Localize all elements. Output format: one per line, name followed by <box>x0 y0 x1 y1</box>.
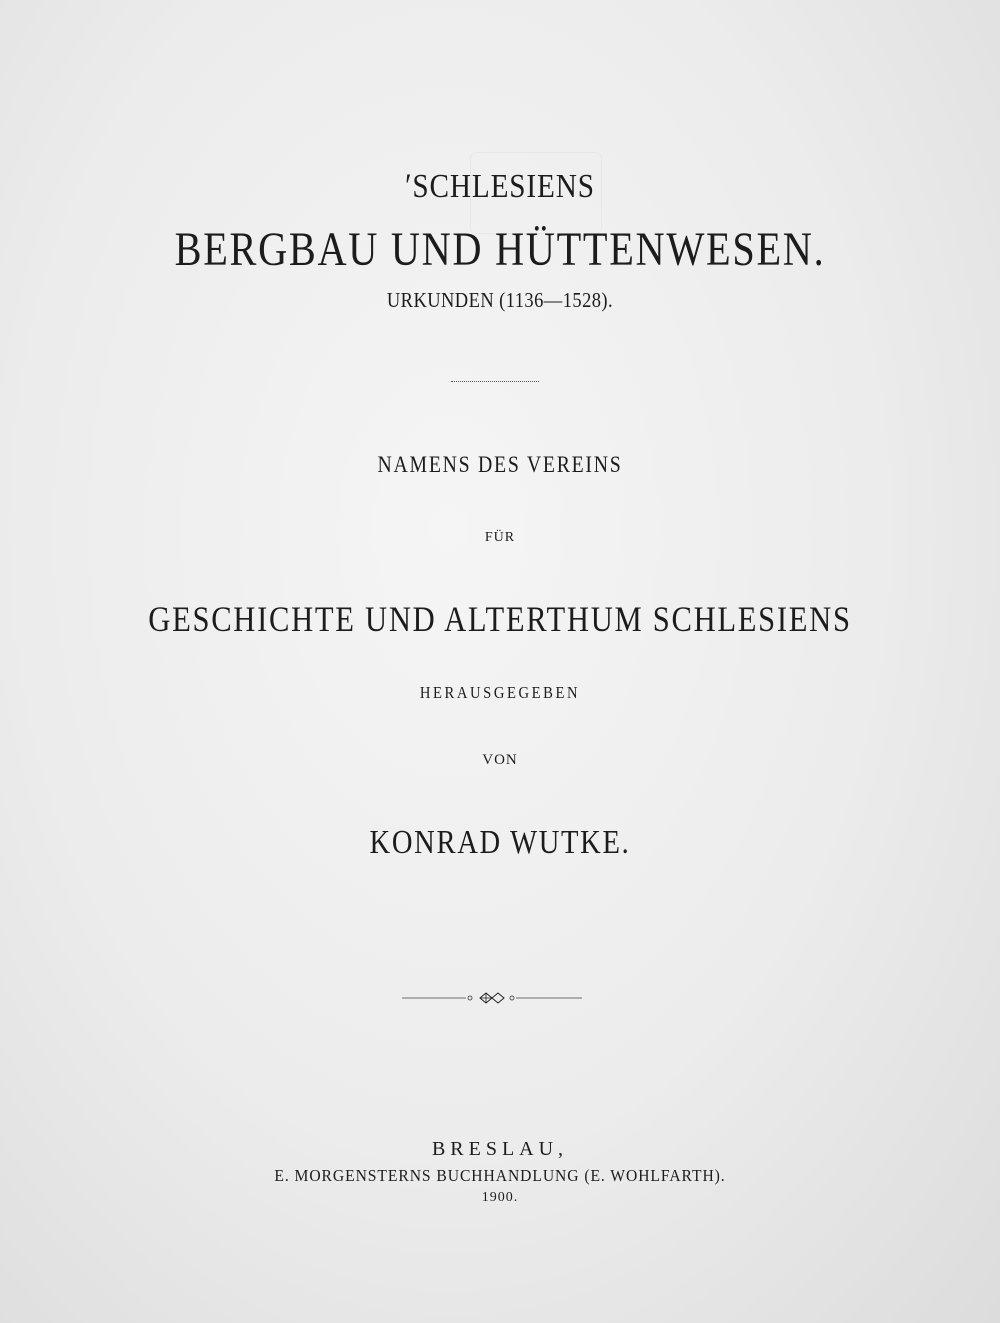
imprint-year: 1900. <box>481 1190 519 1205</box>
imprint-publisher: E. MORGENSTERNS BUCHHANDLUNG (E. WOHLFARTH). <box>274 1166 726 1185</box>
title-subtitle: URKUNDEN (1136—1528). <box>386 288 614 312</box>
editor-intro: HERAUSGEGEBEN <box>419 683 581 702</box>
divider-rule <box>451 381 539 382</box>
title-line-2: BERGBAU UND HÜTTENWESEN. <box>174 223 826 276</box>
editor-name: KONRAD WUTKE. <box>369 824 631 861</box>
society-name: GESCHICHTE UND ALTERTHUM SCHLESIENS <box>148 599 852 639</box>
imprint-city: BRESLAU, <box>431 1138 569 1160</box>
title-line-1: ʹSCHLESIENS <box>405 168 595 205</box>
editor-preposition: VON <box>482 752 518 768</box>
ornament-divider-icon <box>400 990 584 1006</box>
society-preposition: FÜR <box>484 530 516 545</box>
society-intro: NAMENS DES VEREINS <box>377 452 623 477</box>
